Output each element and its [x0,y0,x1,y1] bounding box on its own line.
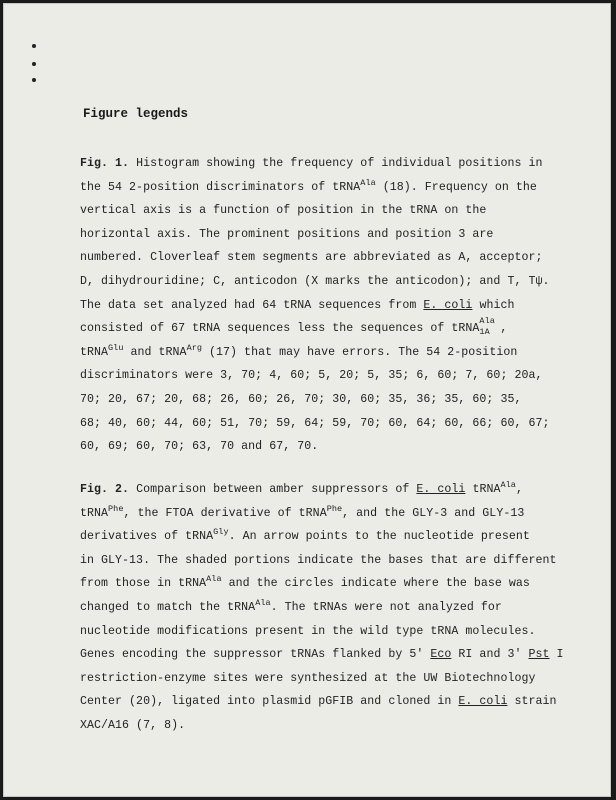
text-line: Fig. 1. Histogram showing the frequency of individual positions in [80,157,543,170]
organism-name: E. coli [423,298,473,312]
fig2-label: Fig. 2. [80,483,130,496]
text-line: XAC/A16 (7, 8). [80,718,186,732]
text-line: Genes encoding the suppressor tRNAs flanked by 5' Eco RI and 3' Pst I [80,648,564,662]
text-line: derivatives of tRNA$^{Gly}$. An arrow points to the nucleotide present [80,527,530,544]
section-heading: Figure legends [83,107,189,121]
text-line: D, dihydrouridine; C, anticodon (X marks the anticodon); and T, Tψ. [80,274,550,288]
text-line: changed to match the tRNA$^{Ala}$. The tRNAs were not analyzed for [80,598,502,614]
text-line: horizontal axis. The prominent positions and position 3 are [80,227,494,241]
text-line: tRNA$^{Glu}$ and tRNA$^{Arg}$ (17) that may have errors. The 54 2-position [80,342,518,359]
organism-name: E. coli [458,695,508,709]
text-line: tRNA$^{Phe}$, the FTOA derivative of tRNA$^{Phe}$, and the GLY-3 and GLY-13 [80,503,525,520]
text-line: vertical axis is a function of position in the tRNA on the [80,204,487,218]
enzyme-name: Eco [430,648,452,662]
punch-mark [32,78,36,82]
text-line: 68; 40, 60; 44, 60; 51, 70; 59, 64; 59, 70; 60, 64; 60, 66; 60, 67; [80,416,550,430]
punch-mark [32,62,36,66]
enzyme-name: Pst [528,648,550,662]
punch-mark [32,44,36,48]
text-line: 60, 69; 60, 70; 63, 70 and 67, 70. [80,440,319,454]
text-line: nucleotide modifications present in the wild type tRNA molecules. [80,624,536,638]
organism-name: E. coli [416,483,466,496]
text-line: consisted of 67 tRNA sequences less the sequences of tRNA Ala 1A , [80,316,508,338]
document-page [3,3,611,797]
text-line: from those in tRNA$^{Ala}$ and the circles indicate where the base was [80,574,530,591]
fig1-label: Fig. 1. [80,157,130,170]
text-line: numbered. Cloverleaf stem segments are abbreviated as A, acceptor; [80,251,543,265]
text-line: discriminators were 3, 70; 4, 60; 5, 20; 5, 35; 6, 60; 7, 60; 20a, [80,369,543,383]
text-line: in GLY-13. The shaded portions indicate the bases that are different [80,553,557,567]
fig2-legend [80,478,600,738]
text-line: Center (20), ligated into plasmid pGFIB and cloned in E. coli strain [80,695,557,709]
text-line: 70; 20, 67; 20, 68; 26, 60; 26, 70; 30, 60; 35, 36; 35, 60; 35, [80,392,522,406]
text-line: restriction-enzyme sites were synthesized at the UW Biotechnology [80,671,536,685]
text-line: The data set analyzed had 64 tRNA sequences from E. coli which [80,298,515,312]
text-line: the 54 2-position discriminators of tRNA$^{Ala}$ (18). Frequency on the [80,177,537,194]
text-line: Fig. 2. Comparison between amber suppressors of E. coli tRNA$^{Ala}$, [80,480,523,496]
fig1-legend [80,152,600,459]
